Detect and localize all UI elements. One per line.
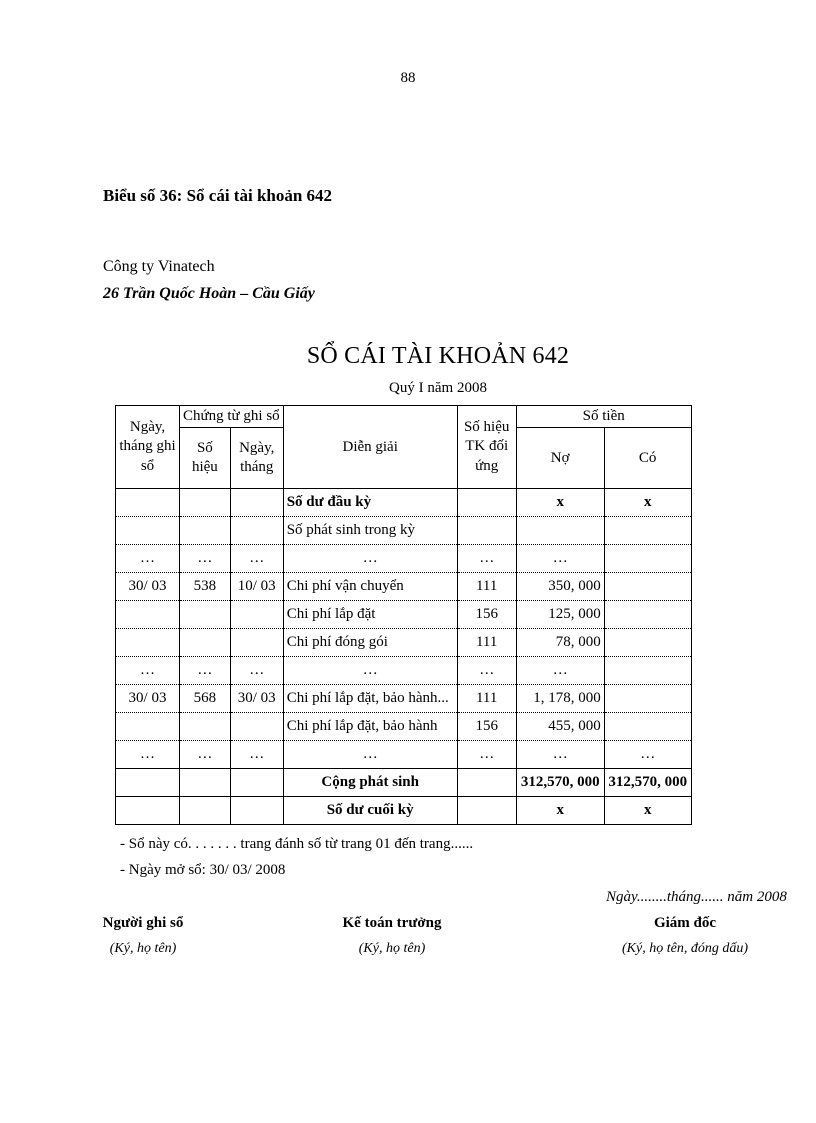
total-credit: 312,570, 000 — [604, 769, 691, 797]
cell-voucher-date — [230, 629, 283, 657]
total-debit: 312,570, 000 — [516, 769, 604, 797]
note-page-count: - Sổ này có. . . . . . . trang đánh số từ trang 01 đến trang...... — [120, 836, 474, 852]
cell-voucher-no: 568 — [180, 685, 231, 713]
table-row — [116, 629, 692, 657]
cell-description: Chi phí lắp đặt, bảo hành... — [283, 685, 457, 713]
cell-description: Số phát sinh trong kỳ — [283, 517, 457, 545]
signature-accountant-note: (Ký, họ tên) — [358, 941, 426, 956]
cell-description: … — [283, 741, 457, 769]
cell-debit: 1, 178, 000 — [516, 685, 604, 713]
header-description: Diễn giải — [283, 406, 457, 489]
header-voucher-date: Ngày, tháng — [230, 428, 283, 489]
cell-description: … — [283, 545, 457, 573]
cell-credit: x — [604, 489, 691, 517]
cell-voucher-no: … — [180, 741, 231, 769]
cell-date: 30/ 03 — [116, 573, 180, 601]
ledger-title: SỔ CÁI TÀI KHOẢN 642 — [306, 343, 570, 369]
cell-description: Số dư đầu kỳ — [283, 489, 457, 517]
cell-debit — [516, 517, 604, 545]
cell-voucher-date: 10/ 03 — [230, 573, 283, 601]
cell-debit: 350, 000 — [516, 573, 604, 601]
signature-director-title: Giám đốc — [653, 915, 717, 931]
cell-date — [116, 713, 180, 741]
cell-debit: x — [516, 489, 604, 517]
cell-credit — [604, 657, 691, 685]
ledger-period: Quý I năm 2008 — [389, 380, 487, 396]
header-row-1 — [116, 406, 692, 428]
closing-row — [116, 797, 692, 825]
table-row — [116, 741, 692, 769]
note-open-date: - Ngày mở sổ: 30/ 03/ 2008 — [120, 862, 286, 878]
cell-credit: … — [604, 741, 691, 769]
cell-debit: 125, 000 — [516, 601, 604, 629]
cell-description: Chi phí đóng gói — [283, 629, 457, 657]
cell-credit — [604, 601, 691, 629]
signature-preparer-title: Người ghi sổ — [102, 915, 184, 931]
table-row — [116, 713, 692, 741]
cell-date — [116, 517, 180, 545]
cell-description: Chi phí vận chuyển — [283, 573, 457, 601]
cell-voucher-no — [180, 601, 231, 629]
cell-voucher-no — [180, 489, 231, 517]
signature-date: Ngày........tháng...... năm 2008 — [606, 889, 787, 905]
cell-voucher-date: 30/ 03 — [230, 685, 283, 713]
cell-voucher-date — [230, 601, 283, 629]
table-row — [116, 573, 692, 601]
cell-date: … — [116, 545, 180, 573]
cell-date: … — [116, 741, 180, 769]
cell-account — [457, 489, 516, 517]
table-row — [116, 657, 692, 685]
cell-voucher-date — [230, 489, 283, 517]
cell-account — [457, 517, 516, 545]
cell-credit — [604, 629, 691, 657]
cell-description: Chi phí lắp đặt, bảo hành — [283, 713, 457, 741]
cell-account: … — [457, 741, 516, 769]
cell-description: Chi phí lắp đặt — [283, 601, 457, 629]
cell-date — [116, 797, 180, 825]
cell-account — [457, 769, 516, 797]
header-debit: Nợ — [516, 428, 604, 489]
page-number: 88 — [400, 70, 416, 86]
company-name: Công ty Vinatech — [103, 258, 215, 275]
cell-debit: … — [516, 741, 604, 769]
total-row — [116, 769, 692, 797]
cell-voucher-no — [180, 629, 231, 657]
cell-credit — [604, 573, 691, 601]
cell-date — [116, 629, 180, 657]
cell-account — [457, 797, 516, 825]
signature-preparer-note: (Ký, họ tên) — [109, 941, 177, 956]
header-voucher-no: Số hiệu — [180, 428, 231, 489]
company-address: 26 Trần Quốc Hoàn – Cầu Giấy — [103, 285, 315, 302]
cell-voucher-no — [180, 797, 231, 825]
cell-voucher-date: … — [230, 545, 283, 573]
header-amount-group: Số tiền — [516, 406, 691, 428]
table-row — [116, 601, 692, 629]
cell-credit — [604, 545, 691, 573]
cell-date — [116, 601, 180, 629]
cell-account: … — [457, 657, 516, 685]
header-credit: Có — [604, 428, 691, 489]
cell-debit: 78, 000 — [516, 629, 604, 657]
header-voucher-group: Chứng từ ghi sổ — [180, 406, 284, 428]
cell-voucher-no — [180, 517, 231, 545]
form-title: Biểu số 36: Sổ cái tài khoản 642 — [103, 186, 333, 205]
cell-account: 111 — [457, 629, 516, 657]
table-row — [116, 545, 692, 573]
cell-date — [116, 769, 180, 797]
cell-account: 156 — [457, 601, 516, 629]
cell-date: 30/ 03 — [116, 685, 180, 713]
header-date: Ngày, tháng ghi sổ — [116, 406, 180, 489]
cell-credit — [604, 713, 691, 741]
signature-accountant-title: Kế toán trưởng — [342, 915, 442, 931]
closing-debit: x — [516, 797, 604, 825]
cell-date: … — [116, 657, 180, 685]
cell-voucher-no: … — [180, 545, 231, 573]
cell-voucher-no — [180, 713, 231, 741]
cell-date — [116, 489, 180, 517]
closing-credit: x — [604, 797, 691, 825]
cell-credit — [604, 685, 691, 713]
cell-debit: … — [516, 657, 604, 685]
total-label: Cộng phát sinh — [283, 769, 457, 797]
cell-voucher-date — [230, 517, 283, 545]
cell-voucher-no: … — [180, 657, 231, 685]
cell-account: 111 — [457, 685, 516, 713]
cell-account: … — [457, 545, 516, 573]
cell-voucher-no: 538 — [180, 573, 231, 601]
cell-voucher-date: … — [230, 657, 283, 685]
cell-description: … — [283, 657, 457, 685]
cell-voucher-date — [230, 797, 283, 825]
cell-debit: … — [516, 545, 604, 573]
table-row — [116, 517, 692, 545]
cell-voucher-date — [230, 769, 283, 797]
cell-voucher-date: … — [230, 741, 283, 769]
table-row — [116, 685, 692, 713]
cell-account: 111 — [457, 573, 516, 601]
ledger-table — [115, 405, 692, 825]
signature-director-note: (Ký, họ tên, đóng dấu) — [622, 941, 748, 956]
table-row — [116, 489, 692, 517]
cell-credit — [604, 517, 691, 545]
cell-voucher-date — [230, 713, 283, 741]
cell-debit: 455, 000 — [516, 713, 604, 741]
cell-voucher-no — [180, 769, 231, 797]
cell-account: 156 — [457, 713, 516, 741]
header-account: Số hiệu TK đối ứng — [457, 406, 516, 489]
closing-label: Số dư cuối kỳ — [283, 797, 457, 825]
